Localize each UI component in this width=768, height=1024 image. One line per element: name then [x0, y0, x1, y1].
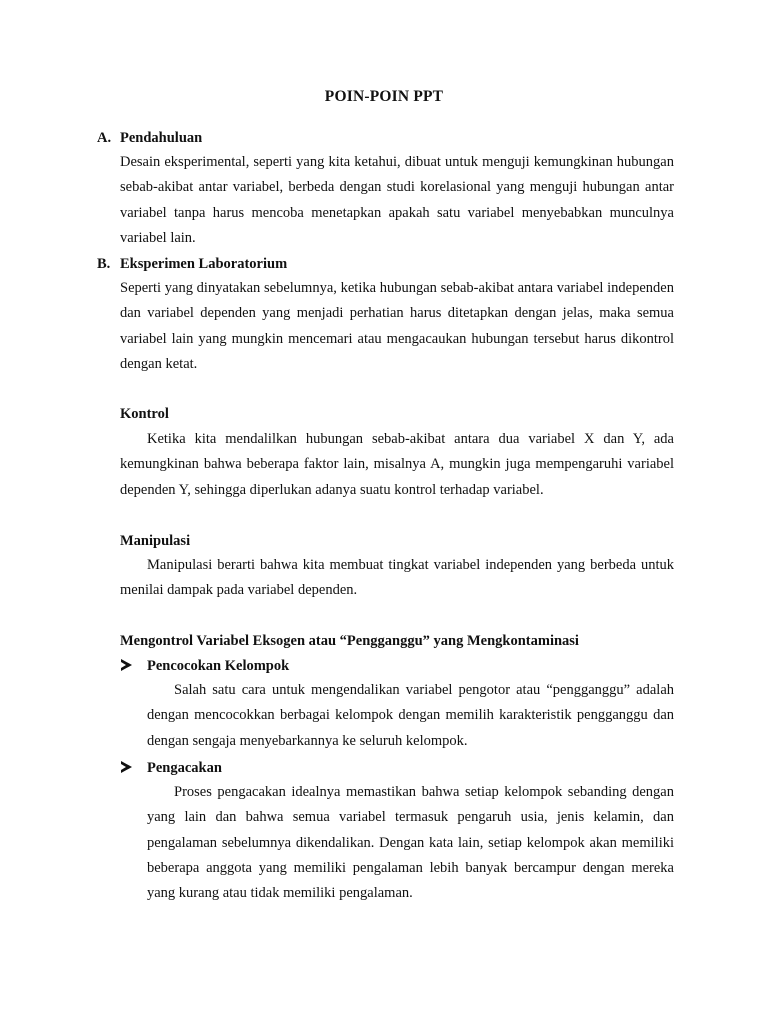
pengacakan-heading: Pengacakan — [147, 760, 222, 776]
kontrol-heading: Kontrol — [120, 406, 169, 422]
section-a-paragraph: Desain eksperimental, seperti yang kita ketahui, dibuat untuk menguji kemungkinan hubungan sebab-akibat antar variabel, berbeda dengan studi korelasional yang menguji hubungan antar variabel tanpa harus mencoba menetapkan apakah satu variabel menyebabkan munculnya variabel lain. — [120, 154, 674, 246]
section-a-heading: Pendahuluan — [120, 130, 203, 146]
section-a-marker: A. — [97, 130, 112, 146]
pengacakan-paragraph: Proses pengacakan idealnya memastikan bahwa setiap kelompok sebanding dengan yang lain dan bahwa semua variabel termasuk pengaruh usia, jenis kelamin, dan pengalaman sebelumnya dikendalikan. Dengan kata lain, setiap kelompok akan memiliki beberapa anggota yang memiliki pengalaman lebih banyak bercampur dengan mereka yang kurang atau tidak memiliki pengalaman. — [147, 784, 674, 902]
pencocokan-heading: Pencocokan Kelompok — [147, 658, 290, 674]
pencocokan-paragraph: Salah satu cara untuk mengendalikan variabel pengotor atau “pengganggu” adalah dengan mencocokkan berbagai kelompok dengan memilih karakteristik pengganggu dan dengan sengaja menyebarkannya ke seluruh kelompok. — [147, 682, 674, 749]
arrow-bullet-icon — [121, 761, 132, 773]
mengontrol-heading: Mengontrol Variabel Eksogen atau “Pengganggu” yang Mengkontaminasi — [120, 633, 579, 649]
section-b-paragraph: Seperti yang dinyatakan sebelumnya, ketika hubungan sebab-akibat antara variabel independen dan variabel dependen yang menjadi perhatian harus ditetapkan dengan jelas, maka semua variabel lain yang mungkin mencemari atau mengacaukan hubungan tersebut harus dikontrol dengan ketat. — [120, 280, 674, 372]
manipulasi-paragraph: Manipulasi berarti bahwa kita membuat tingkat variabel independen yang berbeda untuk menilai dampak pada variabel dependen. — [120, 557, 674, 599]
kontrol-paragraph: Ketika kita mendalilkan hubungan sebab-akibat antara dua variabel X dan Y, ada kemungkinan bahwa beberapa faktor lain, misalnya A, mungkin juga mempengaruhi variabel dependen Y, sehingga diperlukan adanya suatu kontrol terhadap variabel. — [120, 431, 674, 498]
section-b-heading: Eksperimen Laboratorium — [120, 256, 288, 272]
page-title: POIN-POIN PPT — [324, 88, 444, 105]
manipulasi-heading: Manipulasi — [120, 533, 191, 549]
section-b-marker: B. — [97, 256, 111, 272]
arrow-bullet-icon — [121, 659, 132, 671]
